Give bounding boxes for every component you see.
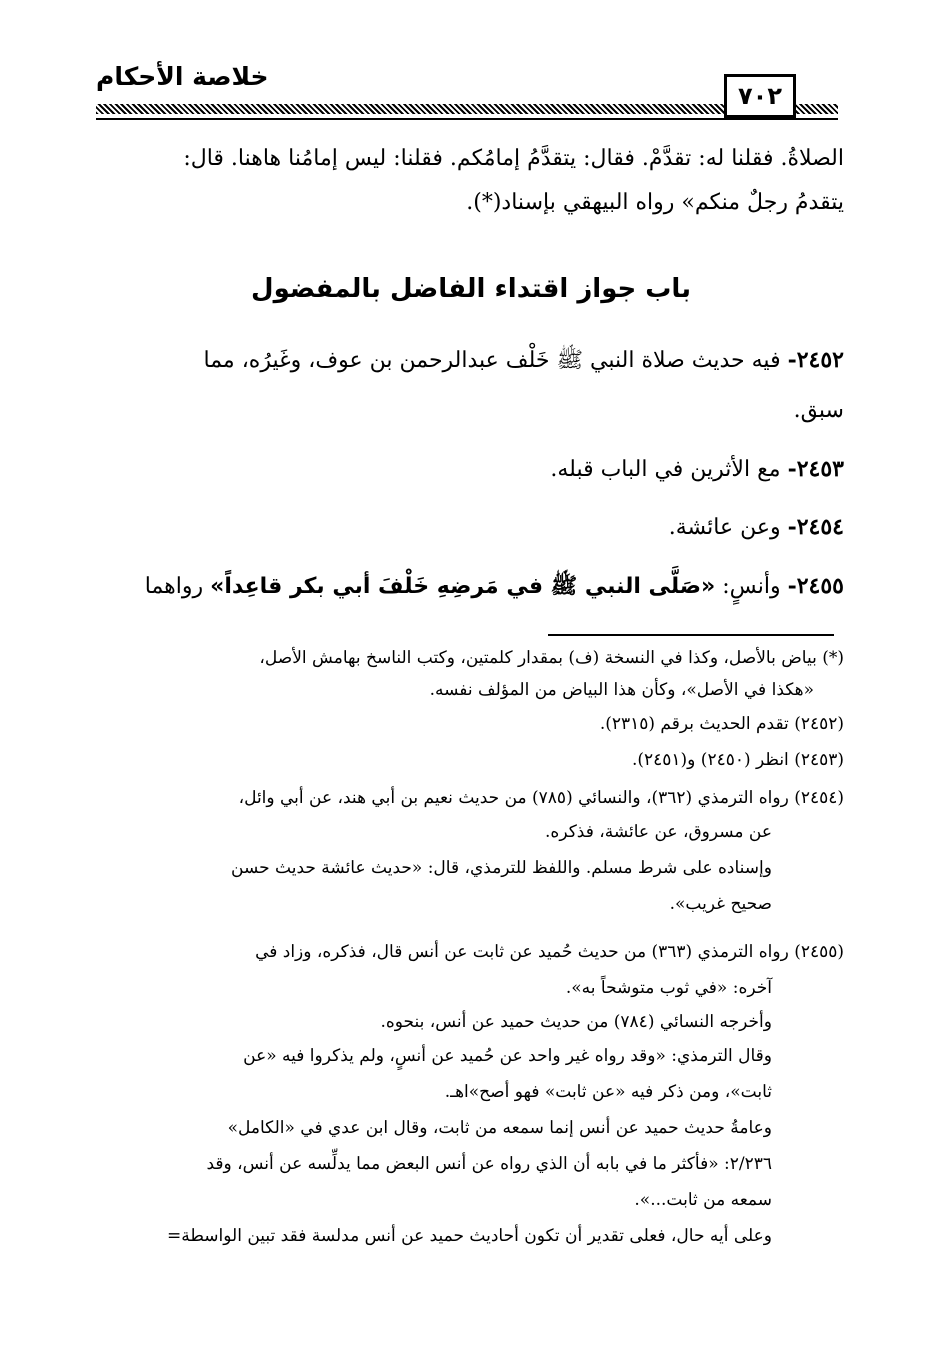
- running-header-title: خلاصة الأحكام: [96, 62, 269, 91]
- footnote-line: وقال الترمذي: «وقد رواه غير واحد عن حُميد عن أنسٍ، ولم يذكروا فيه «عن: [243, 1046, 772, 1066]
- footnote-line: وعلى أيه حال، فعلى تقدير أن تكون أحاديث حميد عن أنس مدلسة فقد تبين الواسطة=: [166, 1226, 772, 1246]
- body-line-2: يتقدمُ رجلٌ منكم» رواه البيهقي بإسناد(*).: [466, 190, 844, 215]
- hadith-2455: [145, 572, 844, 604]
- hadith-text: فيه حديث صلاة النبي ﷺ خَلْف عبدالرحمن بن عوف، وغَيرُه، مما: [203, 348, 781, 373]
- footnote-line: سمعه من ثابت...».: [634, 1190, 772, 1210]
- hadith-quote: «صَلَّى النبي ﷺ في مَرضِهِ خَلْفَ أبي بكر قاعِداً»: [210, 574, 716, 599]
- footnote-line: (٢٤٥٤) رواه الترمذي (٣٦٢)، والنسائي (٧٨٥) من حديث نعيم بن أبي هند، عن أبي وائل،: [238, 788, 844, 808]
- hadith-number: ٢٤٥٣-: [787, 456, 844, 482]
- hadith-2454: [669, 514, 844, 540]
- footnote-line: وأخرجه النسائي (٧٨٤) من حديث حميد عن أنس، بنحوه.: [380, 1012, 772, 1032]
- footnote-line: صحيح غريب».: [669, 894, 772, 914]
- footnote-line: عن مسروق، عن عائشة، فذكره.: [545, 822, 772, 842]
- hadith-number: ٢٤٥٥-: [787, 573, 844, 599]
- hadith-text: وعن عائشة.: [668, 515, 781, 540]
- hadith-2453: [550, 456, 844, 482]
- page-number: ٧٠٢: [724, 74, 796, 118]
- footnote-line: ٢/٢٣٦: «فأكثر ما في بابه أن الذي رواه عن أنس البعض مما يدلِّسه عن أنس، وقد: [206, 1154, 772, 1174]
- footnote-line: (٢٤٥٣) انظر (٢٤٥٠) و(٢٤٥١).: [631, 750, 844, 770]
- footnote-separator: [548, 634, 834, 636]
- hadith-text-end: رواهما: [144, 574, 204, 599]
- footnote-line: ثابت»، ومن ذكر فيه «عن ثابت» فهو أصح»اهـ.: [444, 1082, 772, 1102]
- hadith-2452: [204, 346, 845, 378]
- hadith-2452-continuation: سبق.: [793, 398, 844, 423]
- footnote-line: وعامةُ حديث حميد عن أنس إنما سمعه من ثابت، وقال ابن عدي في «الكامل»: [227, 1118, 772, 1138]
- section-heading: باب جواز اقتداء الفاضل بالمفضول: [251, 274, 691, 304]
- footnote-line: «هكذا في الأصل»، وكأن هذا البياض من المؤلف نفسه.: [429, 680, 814, 700]
- body-line-1: الصلاةُ. فقلنا له: تقدَّمْ. فقال: يتقدَّمُ إمامُكم. فقلنا: ليس إمامُنا هاهنا. قال:: [183, 146, 844, 171]
- hadith-text: وأنسٍ:: [722, 574, 781, 599]
- hadith-number: ٢٤٥٢-: [787, 347, 844, 373]
- footnote-line: (٢٤٥٥) رواه الترمذي (٣٦٣) من حديث حُميد عن ثابت عن أنس قال، فذكره، وزاد في: [255, 942, 844, 962]
- footnote-line: (*) بياض بالأصل، وكذا في النسخة (ف) بمقدار كلمتين، وكتب الناسخ بهامش الأصل،: [259, 648, 844, 668]
- footnote-line: آخره: «في ثوب متوشحاً به».: [565, 978, 772, 998]
- footnote-line: (٢٤٥٢) تقدم الحديث برقم (٢٣١٥).: [599, 714, 844, 734]
- footnote-line: وإسناده على شرط مسلم. واللفظ للترمذي، قال: «حديث عائشة حديث حسن: [231, 858, 772, 878]
- hadith-text: مع الأثرين في الباب قبله.: [550, 457, 781, 482]
- header-rule-line: [96, 118, 838, 120]
- hadith-number: ٢٤٥٤-: [787, 514, 844, 540]
